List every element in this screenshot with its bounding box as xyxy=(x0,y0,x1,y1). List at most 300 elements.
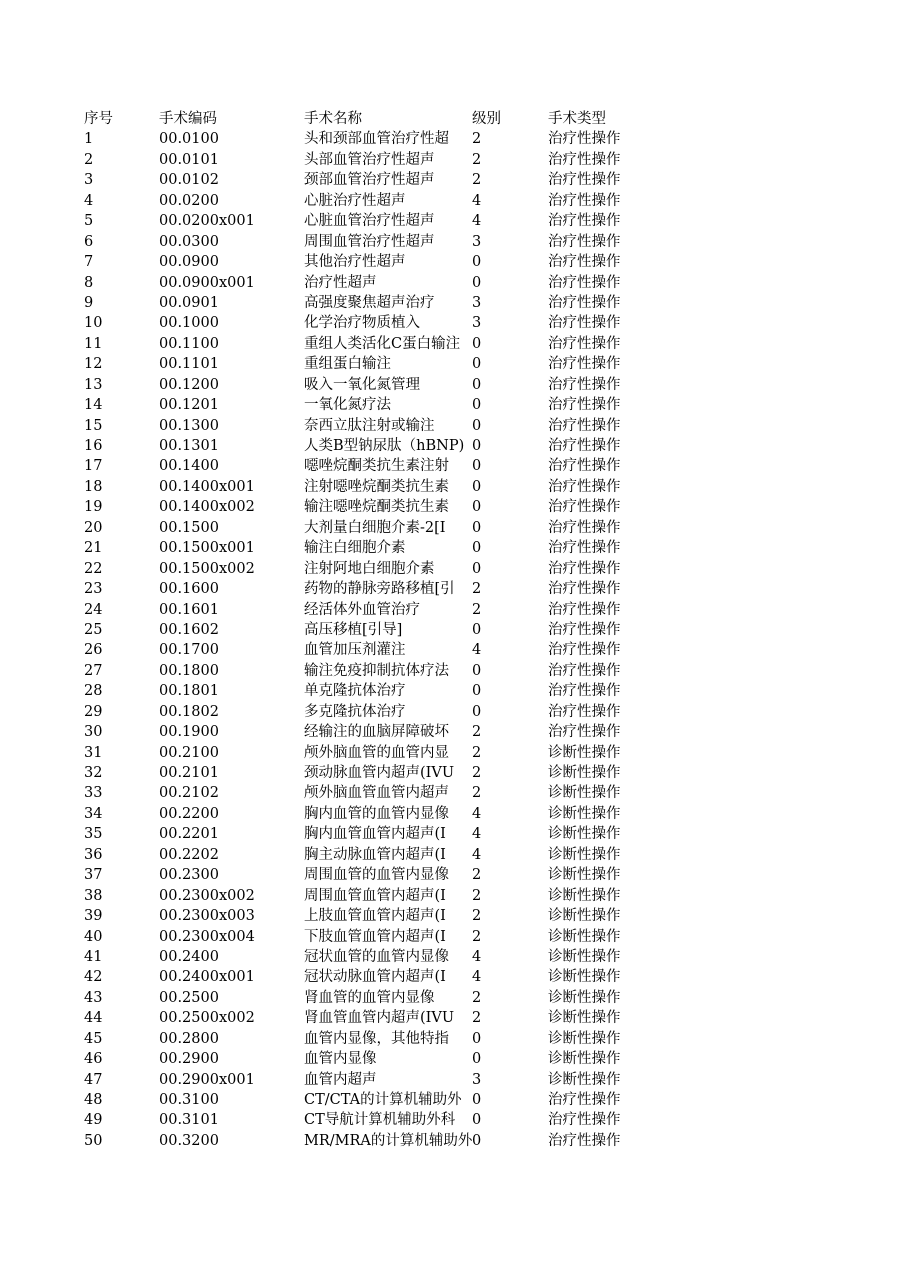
cell-code: 00.2300x002 xyxy=(159,887,255,904)
cell-type: 治疗性操作 xyxy=(548,1132,621,1149)
cell-type: 诊断性操作 xyxy=(548,805,621,822)
cell-level: 0 xyxy=(472,683,482,700)
cell-code: 00.1800 xyxy=(159,662,219,679)
cell-seq: 32 xyxy=(84,765,103,781)
cell-level: 3 xyxy=(472,233,482,250)
cell-type: 治疗性操作 xyxy=(548,703,621,720)
cell-name: 周围血管治疗性超声 xyxy=(304,233,435,250)
cell-level: 3 xyxy=(472,315,482,332)
cell-seq: 2 xyxy=(84,151,94,168)
cell-name: 周围血管的血管内显像 xyxy=(304,867,449,884)
cell-seq: 9 xyxy=(84,294,94,311)
cell-name: 周围血管血管内超声(I xyxy=(304,887,446,904)
cell-type: 治疗性操作 xyxy=(548,683,621,700)
cell-name: 药物的静脉旁路移植[引 xyxy=(304,581,455,598)
cell-seq: 16 xyxy=(84,438,103,454)
cell-level: 0 xyxy=(472,274,482,291)
table-row xyxy=(0,865,905,885)
cell-code: 00.0200 xyxy=(159,192,219,209)
table-row xyxy=(0,804,905,824)
cell-seq: 25 xyxy=(84,621,103,638)
table-row xyxy=(0,170,905,190)
table-row xyxy=(0,395,905,415)
cell-seq: 14 xyxy=(84,397,103,414)
cell-level: 0 xyxy=(472,458,482,475)
cell-name: 注射噁唑烷酮类抗生素 xyxy=(304,478,449,495)
cell-type: 治疗性操作 xyxy=(548,213,621,230)
cell-level: 0 xyxy=(472,356,482,373)
cell-name: 奈西立肽注射或输注 xyxy=(304,417,435,434)
table-row xyxy=(0,313,905,333)
cell-type: 治疗性操作 xyxy=(548,519,621,536)
cell-type: 治疗性操作 xyxy=(548,274,621,291)
cell-level: 2 xyxy=(472,151,482,168)
cell-name: 高压移植[引导] xyxy=(304,621,403,638)
cell-name: 噁唑烷酮类抗生素注射 xyxy=(304,458,449,475)
cell-seq: 36 xyxy=(84,846,103,863)
cell-level: 4 xyxy=(472,969,482,986)
table-row xyxy=(0,620,905,640)
cell-code: 00.2102 xyxy=(159,785,219,802)
table-row xyxy=(0,1008,905,1028)
cell-seq: 13 xyxy=(84,376,103,393)
table-row xyxy=(0,947,905,967)
cell-seq: 35 xyxy=(84,826,103,843)
table-row xyxy=(0,1029,905,1049)
table-row xyxy=(0,886,905,906)
header-seq: 序号 xyxy=(84,111,113,127)
procedure-table xyxy=(0,109,905,1151)
cell-code: 00.1101 xyxy=(159,356,219,373)
cell-code: 00.1400x001 xyxy=(159,478,255,495)
cell-level: 0 xyxy=(472,499,482,516)
table-row xyxy=(0,129,905,149)
cell-type: 治疗性操作 xyxy=(548,438,621,454)
table-row xyxy=(0,416,905,436)
cell-type: 治疗性操作 xyxy=(548,335,621,352)
table-row xyxy=(0,538,905,558)
cell-level: 2 xyxy=(472,989,482,1006)
cell-seq: 15 xyxy=(84,417,103,434)
cell-type: 治疗性操作 xyxy=(548,724,621,741)
cell-level: 2 xyxy=(472,908,482,925)
cell-name: 重组人类活化C蛋白输注 xyxy=(304,335,461,352)
cell-level: 0 xyxy=(472,1051,482,1068)
cell-level: 4 xyxy=(472,846,482,863)
cell-seq: 5 xyxy=(84,213,94,230)
cell-type: 诊断性操作 xyxy=(548,785,621,802)
cell-seq: 21 xyxy=(84,540,103,557)
cell-type: 诊断性操作 xyxy=(548,948,621,965)
cell-level: 0 xyxy=(472,335,482,352)
cell-type: 治疗性操作 xyxy=(548,662,621,679)
cell-level: 2 xyxy=(472,928,482,945)
cell-type: 诊断性操作 xyxy=(548,765,621,781)
cell-level: 0 xyxy=(472,1112,482,1129)
cell-name: CT导航计算机辅助外科 xyxy=(304,1112,456,1129)
table-row xyxy=(0,436,905,456)
cell-seq: 6 xyxy=(84,233,94,250)
cell-code: 00.1602 xyxy=(159,621,219,638)
cell-level: 4 xyxy=(472,192,482,209)
table-row xyxy=(0,722,905,742)
table-row xyxy=(0,702,905,722)
cell-code: 00.1400 xyxy=(159,458,219,475)
cell-name: 经活体外血管治疗 xyxy=(304,601,420,618)
cell-level: 2 xyxy=(472,744,482,761)
cell-type: 治疗性操作 xyxy=(548,581,621,598)
table-row xyxy=(0,824,905,844)
cell-name: 颈部血管治疗性超声 xyxy=(304,172,435,189)
cell-level: 2 xyxy=(472,1010,482,1027)
cell-seq: 24 xyxy=(84,601,103,618)
cell-seq: 44 xyxy=(84,1010,103,1027)
cell-code: 00.2400x001 xyxy=(159,969,255,986)
table-row xyxy=(0,906,905,926)
cell-name: 多克隆抗体治疗 xyxy=(304,703,406,720)
cell-code: 00.2300x003 xyxy=(159,908,255,925)
cell-seq: 43 xyxy=(84,989,103,1006)
cell-level: 4 xyxy=(472,213,482,230)
table-row xyxy=(0,518,905,538)
table-row xyxy=(0,1090,905,1110)
cell-code: 00.2500 xyxy=(159,989,219,1006)
cell-name: 心脏治疗性超声 xyxy=(304,192,406,209)
cell-name: 输注白细胞介素 xyxy=(304,540,406,557)
cell-type: 诊断性操作 xyxy=(548,1071,621,1088)
table-row xyxy=(0,681,905,701)
cell-code: 00.2202 xyxy=(159,846,219,863)
cell-code: 00.1600 xyxy=(159,581,219,598)
cell-code: 00.3101 xyxy=(159,1112,219,1129)
cell-seq: 17 xyxy=(84,458,103,475)
table-row xyxy=(0,150,905,170)
cell-code: 00.2500x002 xyxy=(159,1010,255,1027)
table-row xyxy=(0,1131,905,1151)
cell-seq: 46 xyxy=(84,1051,103,1068)
cell-seq: 27 xyxy=(84,662,103,679)
header-code: 手术编码 xyxy=(159,111,217,127)
table-row xyxy=(0,456,905,476)
cell-level: 2 xyxy=(472,172,482,189)
cell-name: 血管内超声 xyxy=(304,1071,377,1088)
cell-code: 00.2200 xyxy=(159,805,219,822)
cell-code: 00.1000 xyxy=(159,315,219,332)
cell-name: 颅外脑血管的血管内显 xyxy=(304,744,449,761)
cell-code: 00.2101 xyxy=(159,765,219,781)
cell-name: 一氧化氮疗法 xyxy=(304,397,391,414)
cell-name: 颈动脉血管内超声(IVU xyxy=(304,765,455,781)
cell-name: 胸内血管的血管内显像 xyxy=(304,805,449,822)
cell-code: 00.2800 xyxy=(159,1030,219,1047)
cell-type: 治疗性操作 xyxy=(548,172,621,189)
cell-code: 00.0200x001 xyxy=(159,213,255,230)
cell-type: 诊断性操作 xyxy=(548,908,621,925)
table-row xyxy=(0,559,905,579)
cell-type: 治疗性操作 xyxy=(548,458,621,475)
cell-seq: 39 xyxy=(84,908,103,925)
cell-level: 4 xyxy=(472,805,482,822)
cell-type: 治疗性操作 xyxy=(548,356,621,373)
cell-seq: 3 xyxy=(84,172,94,189)
cell-code: 00.1100 xyxy=(159,335,219,352)
cell-seq: 4 xyxy=(84,192,94,209)
cell-seq: 20 xyxy=(84,519,103,536)
cell-type: 诊断性操作 xyxy=(548,1030,621,1047)
cell-code: 00.1300 xyxy=(159,417,219,434)
cell-level: 3 xyxy=(472,1071,482,1088)
cell-code: 00.0300 xyxy=(159,233,219,250)
cell-code: 00.1500 xyxy=(159,519,219,536)
table-row xyxy=(0,1049,905,1069)
cell-seq: 45 xyxy=(84,1030,103,1047)
table-row xyxy=(0,334,905,354)
cell-seq: 47 xyxy=(84,1071,103,1088)
cell-name: 重组蛋白输注 xyxy=(304,356,391,373)
cell-seq: 22 xyxy=(84,560,103,577)
cell-type: 治疗性操作 xyxy=(548,560,621,577)
cell-name: 血管内显像，其他特指 xyxy=(304,1030,449,1047)
cell-type: 治疗性操作 xyxy=(548,1112,621,1129)
cell-seq: 26 xyxy=(84,642,103,659)
cell-level: 0 xyxy=(472,621,482,638)
cell-level: 0 xyxy=(472,1132,482,1149)
cell-level: 0 xyxy=(472,1092,482,1108)
cell-seq: 50 xyxy=(84,1132,103,1149)
cell-seq: 19 xyxy=(84,499,103,516)
cell-type: 诊断性操作 xyxy=(548,826,621,843)
table-row xyxy=(0,927,905,947)
table-row xyxy=(0,763,905,783)
cell-code: 00.0900 xyxy=(159,254,219,271)
cell-level: 0 xyxy=(472,1030,482,1047)
cell-type: 诊断性操作 xyxy=(548,744,621,761)
cell-code: 00.1201 xyxy=(159,397,219,414)
cell-seq: 11 xyxy=(84,335,103,352)
cell-name: 高强度聚焦超声治疗 xyxy=(304,294,435,311)
cell-name: 胸主动脉血管内超声(I xyxy=(304,846,446,863)
cell-seq: 12 xyxy=(84,356,103,373)
cell-code: 00.1301 xyxy=(159,438,219,454)
table-row xyxy=(0,477,905,497)
header-name: 手术名称 xyxy=(304,111,362,127)
cell-seq: 34 xyxy=(84,805,103,822)
table-body xyxy=(0,129,905,1151)
table-row xyxy=(0,640,905,660)
table-row xyxy=(0,988,905,1008)
cell-seq: 29 xyxy=(84,703,103,720)
cell-name: 输注免疫抑制抗体疗法 xyxy=(304,662,449,679)
cell-name: 肾血管的血管内显像 xyxy=(304,989,435,1006)
cell-level: 0 xyxy=(472,540,482,557)
cell-type: 诊断性操作 xyxy=(548,969,621,986)
cell-code: 00.2300x004 xyxy=(159,928,255,945)
cell-type: 治疗性操作 xyxy=(548,376,621,393)
cell-name: 化学治疗物质植入 xyxy=(304,315,420,332)
cell-type: 治疗性操作 xyxy=(548,499,621,516)
cell-seq: 31 xyxy=(84,744,103,761)
cell-level: 0 xyxy=(472,662,482,679)
cell-code: 00.1601 xyxy=(159,601,219,618)
cell-code: 00.1400x002 xyxy=(159,499,255,516)
cell-code: 00.3100 xyxy=(159,1092,219,1108)
cell-level: 0 xyxy=(472,376,482,393)
cell-seq: 33 xyxy=(84,785,103,802)
cell-type: 治疗性操作 xyxy=(548,642,621,659)
cell-level: 2 xyxy=(472,131,482,148)
cell-type: 治疗性操作 xyxy=(548,131,621,148)
cell-level: 0 xyxy=(472,703,482,720)
table-row xyxy=(0,783,905,803)
cell-code: 00.2400 xyxy=(159,948,219,965)
cell-seq: 48 xyxy=(84,1092,103,1108)
cell-seq: 18 xyxy=(84,478,103,495)
table-row xyxy=(0,273,905,293)
cell-name: CT/CTA的计算机辅助外 xyxy=(304,1092,462,1108)
cell-name: 头部血管治疗性超声 xyxy=(304,151,435,168)
cell-seq: 1 xyxy=(84,131,94,148)
table-row xyxy=(0,354,905,374)
cell-seq: 37 xyxy=(84,867,103,884)
cell-type: 治疗性操作 xyxy=(548,397,621,414)
cell-name: 吸入一氧化氮管理 xyxy=(304,376,420,393)
cell-level: 0 xyxy=(472,560,482,577)
cell-level: 0 xyxy=(472,438,482,454)
cell-name: 血管加压剂灌注 xyxy=(304,642,406,659)
table-row xyxy=(0,743,905,763)
cell-name: 头和颈部血管治疗性超 xyxy=(304,131,449,148)
cell-type: 治疗性操作 xyxy=(548,417,621,434)
cell-type: 诊断性操作 xyxy=(548,887,621,904)
table-row xyxy=(0,600,905,620)
table-row xyxy=(0,1070,905,1090)
cell-code: 00.0102 xyxy=(159,172,219,189)
table-row xyxy=(0,845,905,865)
cell-type: 治疗性操作 xyxy=(548,254,621,271)
table-row xyxy=(0,293,905,313)
cell-code: 00.2900x001 xyxy=(159,1071,255,1088)
cell-seq: 10 xyxy=(84,315,103,332)
cell-level: 2 xyxy=(472,785,482,802)
table-row xyxy=(0,579,905,599)
cell-name: 下肢血管血管内超声(I xyxy=(304,928,446,945)
cell-seq: 8 xyxy=(84,274,94,291)
cell-seq: 30 xyxy=(84,724,103,741)
cell-level: 0 xyxy=(472,397,482,414)
cell-type: 诊断性操作 xyxy=(548,989,621,1006)
cell-code: 00.3200 xyxy=(159,1132,219,1149)
cell-type: 治疗性操作 xyxy=(548,540,621,557)
cell-code: 00.1500x001 xyxy=(159,540,255,557)
cell-name: 输注噁唑烷酮类抗生素 xyxy=(304,499,449,516)
cell-level: 0 xyxy=(472,417,482,434)
table-row xyxy=(0,497,905,517)
cell-type: 诊断性操作 xyxy=(548,846,621,863)
cell-code: 00.1700 xyxy=(159,642,219,659)
cell-name: 大剂量白细胞介素-2[I xyxy=(304,519,446,536)
cell-code: 00.1500x002 xyxy=(159,560,255,577)
cell-seq: 23 xyxy=(84,581,103,598)
cell-name: 颅外脑血管血管内超声 xyxy=(304,785,449,802)
cell-level: 3 xyxy=(472,294,482,311)
cell-seq: 40 xyxy=(84,928,103,945)
cell-code: 00.0100 xyxy=(159,131,219,148)
table-row xyxy=(0,191,905,211)
header-row xyxy=(0,109,905,129)
cell-name: 治疗性超声 xyxy=(304,274,377,291)
cell-name: 经输注的血脑屏障破坏 xyxy=(304,724,449,741)
cell-level: 4 xyxy=(472,948,482,965)
cell-seq: 49 xyxy=(84,1112,103,1129)
cell-level: 4 xyxy=(472,826,482,843)
cell-code: 00.0101 xyxy=(159,151,219,168)
cell-name: 血管内显像 xyxy=(304,1051,377,1068)
cell-type: 治疗性操作 xyxy=(548,621,621,638)
table-row xyxy=(0,211,905,231)
cell-type: 诊断性操作 xyxy=(548,1010,621,1027)
cell-name: 冠状血管的血管内显像 xyxy=(304,948,449,965)
cell-level: 0 xyxy=(472,478,482,495)
cell-seq: 7 xyxy=(84,254,94,271)
table-row xyxy=(0,375,905,395)
table-row xyxy=(0,661,905,681)
cell-code: 00.1200 xyxy=(159,376,219,393)
cell-level: 2 xyxy=(472,765,482,781)
cell-seq: 38 xyxy=(84,887,103,904)
header-type: 手术类型 xyxy=(548,111,606,127)
table-row xyxy=(0,967,905,987)
cell-level: 0 xyxy=(472,519,482,536)
table-row xyxy=(0,232,905,252)
cell-level: 2 xyxy=(472,887,482,904)
table-row xyxy=(0,252,905,272)
cell-name: 冠状动脉血管内超声(I xyxy=(304,969,446,986)
cell-name: 心脏血管治疗性超声 xyxy=(304,213,435,230)
cell-type: 治疗性操作 xyxy=(548,192,621,209)
cell-type: 治疗性操作 xyxy=(548,315,621,332)
cell-seq: 42 xyxy=(84,969,103,986)
cell-code: 00.1900 xyxy=(159,724,219,741)
cell-type: 诊断性操作 xyxy=(548,1051,621,1068)
cell-level: 2 xyxy=(472,601,482,618)
cell-level: 2 xyxy=(472,581,482,598)
cell-seq: 28 xyxy=(84,683,103,700)
cell-code: 00.0901 xyxy=(159,294,219,311)
cell-level: 2 xyxy=(472,724,482,741)
cell-level: 2 xyxy=(472,867,482,884)
cell-code: 00.2300 xyxy=(159,867,219,884)
cell-name: 单克隆抗体治疗 xyxy=(304,683,406,700)
cell-name: MR/MRA的计算机辅助外 xyxy=(304,1132,473,1149)
cell-name: 人类B型钠尿肽（hBNP) xyxy=(304,438,465,454)
cell-type: 治疗性操作 xyxy=(548,1092,621,1108)
cell-name: 胸内血管血管内超声(I xyxy=(304,826,446,843)
cell-seq: 41 xyxy=(84,948,103,965)
cell-type: 治疗性操作 xyxy=(548,601,621,618)
cell-name: 其他治疗性超声 xyxy=(304,254,406,271)
cell-type: 诊断性操作 xyxy=(548,928,621,945)
cell-name: 注射阿地白细胞介素 xyxy=(304,560,435,577)
cell-type: 治疗性操作 xyxy=(548,233,621,250)
cell-name: 肾血管血管内超声(IVU xyxy=(304,1010,455,1027)
cell-type: 治疗性操作 xyxy=(548,478,621,495)
cell-code: 00.1802 xyxy=(159,703,219,720)
cell-code: 00.2201 xyxy=(159,826,219,843)
cell-type: 治疗性操作 xyxy=(548,294,621,311)
table-row xyxy=(0,1110,905,1130)
cell-type: 诊断性操作 xyxy=(548,867,621,884)
cell-code: 00.2100 xyxy=(159,744,219,761)
